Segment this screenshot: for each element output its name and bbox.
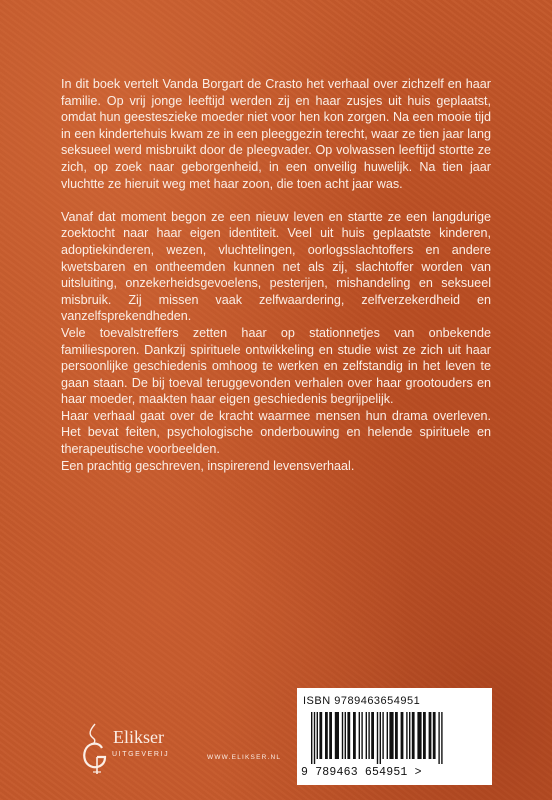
elikser-logo-icon [80, 722, 110, 776]
barcode-bar [433, 712, 436, 759]
publisher-website[interactable]: WWW.ELIKSER.NL [207, 754, 282, 761]
barcode-bar [319, 712, 322, 759]
barcode-bar [371, 712, 374, 759]
barcode-bar [345, 712, 346, 759]
barcode-bar [342, 712, 343, 759]
barcode-bar [329, 712, 332, 759]
barcode-bar [359, 712, 360, 759]
isbn-barcode-block [297, 688, 492, 785]
barcode-bar [441, 712, 442, 764]
barcode-bar [353, 712, 356, 759]
barcode-bar [395, 712, 398, 759]
barcode-icon [303, 712, 485, 766]
barcode-bar [335, 712, 339, 759]
barcode-bar [347, 712, 350, 759]
blurb-paragraph-3: Vele toevalstreffers zetten haar op stationnetjes van onbekende familiesporen. Dankzij spirituele ontwikkeling en studie wist ze zich uit haar persoonlijke geschiedenis omhoog te werken en zelfstandig in het leven te gaan staan. De bij toeval teruggevonden verhalen over haar grootouders en haar moeder, maakten haar eigen geschiedenis begrijpelijk. [61, 325, 491, 407]
barcode-bar [387, 712, 388, 759]
blurb-paragraph-5: Een prachtig geschreven, inspirerend levensverhaal. [61, 458, 355, 473]
isbn-label: ISBN 9789463654951 [303, 695, 421, 707]
barcode-bar [366, 712, 367, 759]
blurb-paragraph-2: Vanaf dat moment begon ze een nieuw leven en startte ze een langdurige zoektocht naar haar eigen identiteit. Veel uit huis geplaatste kinderen, adoptiekinderen, wezen, vluchtelingen, oorlogsslachtoffers en andere kwetsbaren en ontheemden kunnen net als zij, slachtoffer worden van uitsluiting, onzekerheidsgevoelens, pesterijen, mishandeling en seksueel misbruik. Zij missen vaak zelfwaardering, zelfverzekerdheid en vanzelfsprekendheden. [61, 209, 491, 324]
barcode-digits: 9 789463 654951 > [301, 766, 422, 779]
barcode-bar [406, 712, 407, 759]
barcode-bar [380, 712, 381, 764]
barcode-bar [417, 712, 421, 759]
blurb-paragraph-1: In dit boek vertelt Vanda Borgart de Crasto het verhaal over zichzelf en haar familie. Op vrij jonge leeftijd werden zij en haar zusjes uit huis geplaatst, omdat hun geesteszieke moeder niet voor hen kon zorgen. Na een mooie tijd in een kindertehuis kwam ze in een pleeggezin terecht, waar ze tien jaar lang seksueel werd misbruikt door de pleegvader. Op volwassen leeftijd stortte ze zich, op zoek naar geborgenheid, in een onveilig huwelijk. Na tien jaar vluchtte ze hieruit weg met haar zoon, die toen acht jaar was. [61, 77, 491, 191]
blurb-text [61, 76, 491, 474]
barcode-bar [382, 712, 383, 759]
barcode-bar [377, 712, 378, 764]
barcode-bar [368, 712, 369, 759]
barcode-bar [423, 712, 426, 759]
barcode-bar [412, 712, 415, 759]
barcode-bar [314, 712, 315, 764]
barcode-bar [389, 712, 393, 759]
barcode-bar [429, 712, 432, 759]
barcode-bar [438, 712, 439, 764]
barcode-bar [325, 712, 328, 759]
barcode-bar [409, 712, 410, 759]
barcode-bar [361, 712, 362, 759]
barcode-bar [311, 712, 312, 764]
barcode-bar [401, 712, 404, 759]
barcode-bar [317, 712, 318, 759]
publisher-subtitle: UITGEVERIJ [112, 751, 170, 758]
publisher-name: Elikser [113, 727, 164, 747]
blurb-paragraph-4: Haar verhaal gaat over de kracht waarmee mensen hun drama overleven. Het bevat feiten, psychologische onderbouwing en helende spirituele en therapeutische voorbeelden. [61, 408, 491, 457]
